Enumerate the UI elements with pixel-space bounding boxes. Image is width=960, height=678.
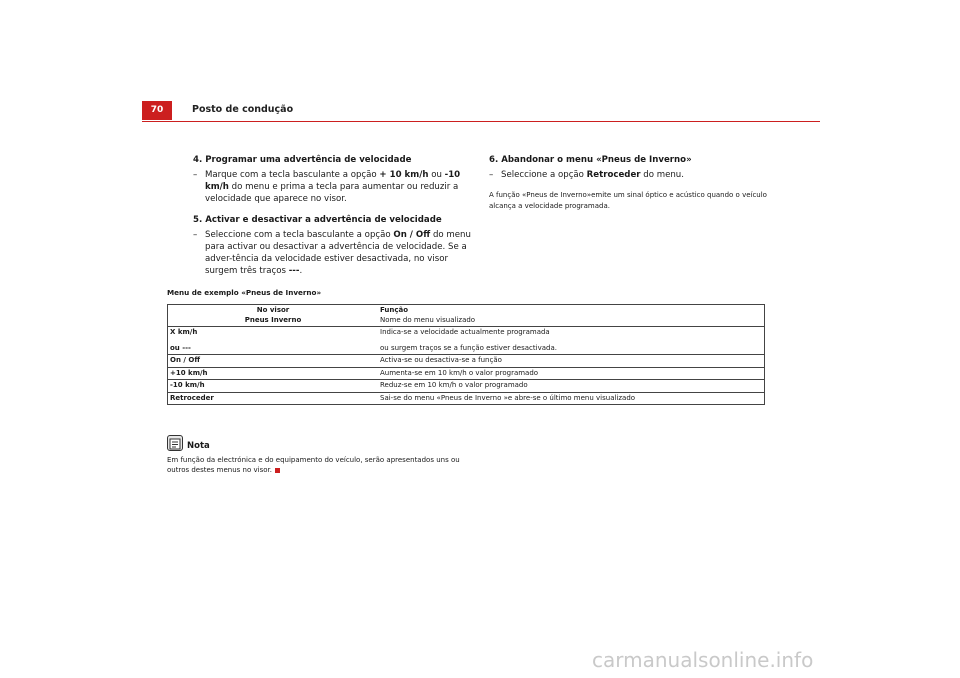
- table-key: On / Off: [168, 355, 379, 368]
- dash: –: [193, 170, 198, 180]
- dash: –: [193, 229, 198, 240]
- table-header-row: [168, 305, 765, 327]
- option-plus10: + 10 km/h: [379, 170, 429, 180]
- menu-table: [167, 304, 765, 405]
- table-row: [168, 327, 765, 355]
- option-on-off: On / Off: [393, 229, 431, 240]
- end-marker-icon: [275, 468, 280, 473]
- dash: –: [489, 170, 494, 180]
- option-minus10: -10 km/h: [205, 170, 461, 193]
- section-4-title: 4. Programar uma advertência de velocidade: [193, 155, 412, 165]
- table-value: Activa-se ou desactiva-se a função: [378, 355, 765, 368]
- table-row: [168, 367, 765, 380]
- section-4-step: – Marque com a tecla basculante a opção + 10 km/h ou -10 km/h do menu e prima a tecla para aumentar ou reduzir a velocidade que aparece no visor.: [193, 170, 461, 205]
- table-row: [168, 392, 765, 405]
- table-value: Sai-se do menu «Pneus de Inverno »e abre-se o último menu visualizado: [378, 392, 765, 405]
- page-header: [142, 101, 820, 122]
- note-text: Em função da electrónica e do equipamento do veículo, serão apresentados uns ou outros destes menus no visor.: [167, 456, 460, 474]
- table-key: Retroceder: [168, 392, 379, 405]
- note-icon: [167, 435, 183, 451]
- table-key: X km/h ou ---: [168, 327, 379, 355]
- function-note: A função «Pneus de Inverno»emite um sinal óptico e acústico quando o veículo alcança a velocidade programada.: [489, 191, 767, 210]
- header-title: Posto de condução: [192, 104, 294, 115]
- table-row: [168, 355, 765, 368]
- left-column: [193, 154, 475, 277]
- table-value: Indica-se a velocidade actualmente programada ou surgem traços se a função estiver desactivada.: [378, 327, 765, 355]
- note-title: Nota: [187, 441, 210, 451]
- table-value: Reduz-se em 10 km/h o valor programado: [378, 380, 765, 393]
- table-row: [168, 380, 765, 393]
- section-5-title: 5. Activar e desactivar a advertência de velocidade: [193, 214, 442, 225]
- header-right: Função Nome do menu visualizado: [380, 306, 476, 324]
- page-number: 70: [142, 101, 172, 120]
- table-key: -10 km/h: [168, 380, 379, 393]
- option-retroceder: Retroceder: [586, 170, 641, 180]
- right-column: [489, 154, 774, 211]
- table-key: +10 km/h: [168, 367, 379, 380]
- dashes: ---: [288, 266, 300, 277]
- section-6-step: – Seleccione a opção Retroceder do menu.: [489, 170, 684, 180]
- header-left: No visor Pneus Inverno: [244, 306, 302, 324]
- table-caption: Menu de exemplo «Pneus de Inverno»: [167, 288, 322, 297]
- section-5-step: – Seleccione com a tecla basculante a opção On / Off do menu para activar ou desactivar a advertência de velocidade. Se a adver-tência da velocidade estiver desactivada, no visor surgem três traços ---.: [193, 229, 471, 277]
- watermark: carmanualsonline.info: [592, 648, 814, 672]
- section-6-title: 6. Abandonar o menu «Pneus de Inverno»: [489, 155, 692, 165]
- table-value: Aumenta-se em 10 km/h o valor programado: [378, 367, 765, 380]
